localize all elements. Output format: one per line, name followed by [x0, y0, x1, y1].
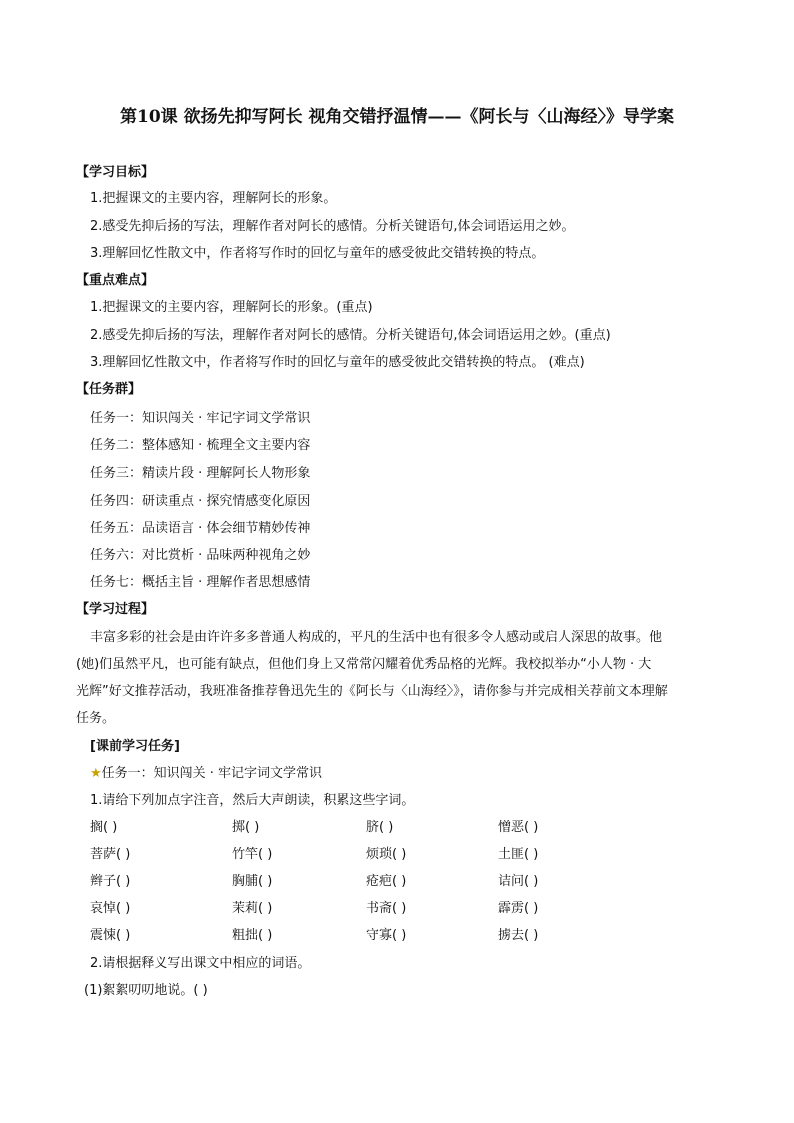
goal-item: 2.感受先抑后扬的写法，理解作者对阿长的感情。分析关键语句,体会词语运用之妙。 — [90, 219, 575, 234]
star-icon: ★ — [90, 766, 102, 781]
vocab-cell: 掳去( ) — [498, 928, 539, 943]
key-point-item: 2.感受先抑后扬的写法，理解作者对阿长的感情。分析关键语句,体会词语运用之妙。(重点) — [90, 328, 611, 343]
task1-line — [90, 764, 322, 784]
vocab-cell: 茉莉( ) — [232, 901, 273, 916]
task1-label: 任务一：知识闯关 · 牢记字词文学常识 — [101, 766, 323, 781]
vocab-cell: 搁( ) — [90, 820, 118, 835]
process-paragraph-line: 任务。 — [76, 711, 116, 726]
task-item: 任务一：知识闯关 · 牢记字词文学常识 — [90, 411, 311, 426]
task-item: 任务五：品读语言 · 体会细节精妙传神 — [90, 521, 311, 536]
question-2-item-1: (1)絮絮叨叨地说。( ) — [84, 983, 208, 998]
task-item: 任务三：精读片段 · 理解阿长人物形象 — [90, 466, 311, 481]
vocab-cell: 烦琐( ) — [366, 847, 407, 862]
vocab-cell: 震悚( ) — [90, 928, 131, 943]
vocab-cell: 脐( ) — [366, 820, 394, 835]
vocab-cell: 书斋( ) — [366, 901, 407, 916]
task-item: 任务二：整体感知 · 梳理全文主要内容 — [90, 438, 311, 453]
question-1: 1.请给下列加点字注音，然后大声朗读，积累这些字词。 — [90, 793, 415, 808]
vocab-cell: 胸脯( ) — [232, 874, 273, 889]
process-paragraph-line: 光辉”好文推荐活动，我班准备推荐鲁迅先生的《阿长与〈山海经〉》，请你参与并完成相关荐前文本理解 — [76, 684, 668, 699]
goal-item: 1.把握课文的主要内容，理解阿长的形象。 — [90, 191, 337, 206]
vocab-cell: 霹雳( ) — [498, 901, 539, 916]
vocab-cell: 守寡( ) — [366, 928, 407, 943]
tasks-heading: 【任务群】 — [76, 382, 142, 397]
pre-class-heading: [课前学习任务] — [90, 739, 180, 754]
vocab-cell: 粗拙( ) — [232, 928, 273, 943]
vocab-cell: 哀悼( ) — [90, 901, 131, 916]
key-points-heading: 【重点难点】 — [76, 273, 155, 288]
vocab-cell: 土匪( ) — [498, 847, 539, 862]
task-item: 任务四：研读重点 · 探究情感变化原因 — [90, 494, 311, 509]
key-point-item: 3.理解回忆性散文中，作者将写作时的回忆与童年的感受彼此交错转换的特点。 (难点) — [90, 355, 585, 370]
vocab-cell: 辫子( ) — [90, 874, 131, 889]
vocab-cell: 掷( ) — [232, 820, 260, 835]
process-heading: 【学习过程】 — [76, 602, 155, 617]
goals-heading: 【学习目标】 — [76, 165, 155, 180]
goal-item: 3.理解回忆性散文中，作者将写作时的回忆与童年的感受彼此交错转换的特点。 — [90, 246, 545, 261]
task-item: 任务六：对比赏析 · 品味两种视角之妙 — [90, 548, 311, 563]
page-title: 第10课 欲扬先抑写阿长 视角交错抒温情——《阿长与〈山海经〉》导学案 — [120, 107, 674, 127]
process-paragraph-line: (她)们虽然平凡，也可能有缺点，但他们身上又常常闪耀着优秀品格的光辉。我校拟举办“小人物 · 大 — [76, 657, 652, 672]
task-item: 任务七：概括主旨 · 理解作者思想感情 — [90, 575, 311, 590]
vocab-cell: 憎恶( ) — [498, 820, 539, 835]
vocab-cell: 诘问( ) — [498, 874, 539, 889]
vocab-cell: 竹竿( ) — [232, 847, 273, 862]
vocab-cell: 菩萨( ) — [90, 847, 131, 862]
key-point-item: 1.把握课文的主要内容，理解阿长的形象。(重点) — [90, 300, 373, 315]
vocab-cell: 疮疤( ) — [366, 874, 407, 889]
question-2: 2.请根据释义写出课文中相应的词语。 — [90, 956, 311, 971]
process-paragraph-line: 丰富多彩的社会是由许许多多普通人构成的，平凡的生活中也有很多令人感动或启人深思的故事。他 — [90, 630, 663, 645]
